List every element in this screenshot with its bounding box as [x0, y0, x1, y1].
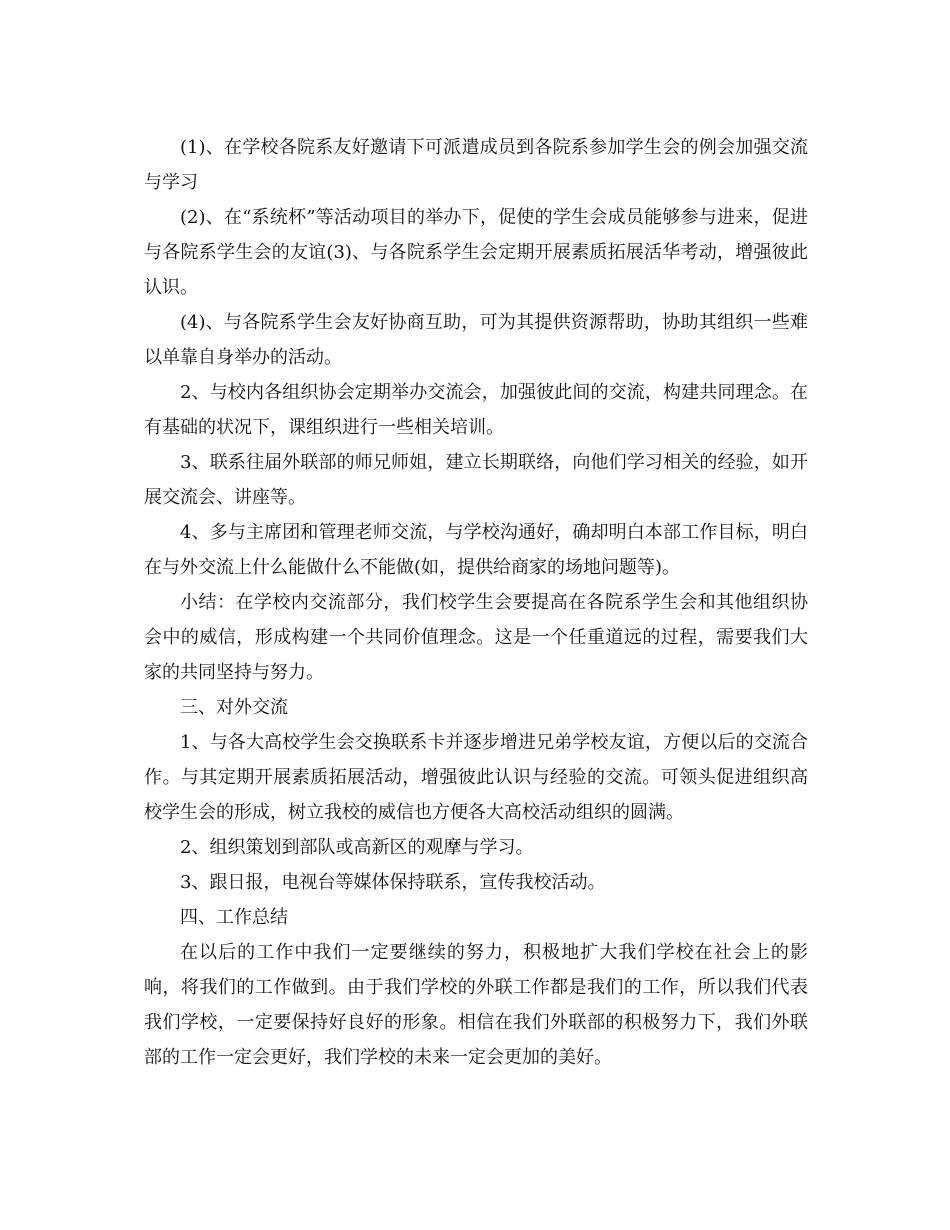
paragraph-system-cup: (2)、在“系统杯”等活动项目的举办下，促使的学生会成员能够参与进来，促进与各院系学生会的友谊(3)、与各院系学生会定期开展素质拓展活华考动，增强彼此认识。 [144, 207, 808, 298]
paragraph-summary: 小结：在学校内交流部分，我们校学生会要提高在各院系学生会和其他组织协会中的威信，形成构建一个共同价值理念。这是一个任重道远的过程，需要我们大家的共同坚持与努力。 [144, 592, 808, 683]
paragraph-presidium-communication: 4、多与主席团和管理老师交流，与学校沟通好，确却明白本部工作目标，明白在与外交流上什么能做什么不能做(如，提供给商家的场地问题等)。 [144, 522, 808, 578]
section-heading-work-summary: 四、工作总结 [180, 907, 288, 928]
paragraph-media-contact: 3、跟日报，电视台等媒体保持联系，宣传我校活动。 [180, 872, 606, 893]
section-heading-external-exchange: 三、对外交流 [180, 697, 288, 718]
paragraph-university-exchange: 1、与各大高校学生会交换联系卡并逐步增进兄弟学校友谊，方便以后的交流合作。与其定期开展素质拓展活动，增强彼此认识与经验的交流。可领头促进组织高校学生会的形成，树立我校的威信也方便各大高校活动组织的圆满。 [144, 732, 808, 823]
paragraph-conclusion: 在以后的工作中我们一定要继续的努力，积极地扩大我们学校在社会上的影响，将我们的工作做到。由于我们学校的外联工作都是我们的工作，所以我们代表我们学校，一定要保持好良好的形象。相信在我们外联部的积极努力下，我们外联部的工作一定会更好，我们学校的未来一定会更加的美好。 [144, 942, 808, 1068]
paragraph-observation-study: 2、组织策划到部队或高新区的观摩与学习。 [180, 837, 534, 858]
paragraph-exchange-meetings: 2、与校内各组织协会定期举办交流会，加强彼此间的交流，构建共同理念。在有基础的状况下，课组织进行一些相关培训。 [144, 382, 808, 438]
paragraph-school-invite: (1)、在学校各院系友好邀请下可派遣成员到各院系参加学生会的例会加强交流与学习 [144, 137, 808, 193]
paragraph-alumni-contact: 3、联系往届外联部的师兄师姐，建立长期联络，向他们学习相关的经验，如开展交流会、讲座等。 [144, 452, 808, 508]
document-body [144, 130, 808, 1075]
paragraph-mutual-help: (4)、与各院系学生会友好协商互助，可为其提供资源帮助，协助其组织一些难以单靠自身举办的活动。 [144, 312, 808, 368]
